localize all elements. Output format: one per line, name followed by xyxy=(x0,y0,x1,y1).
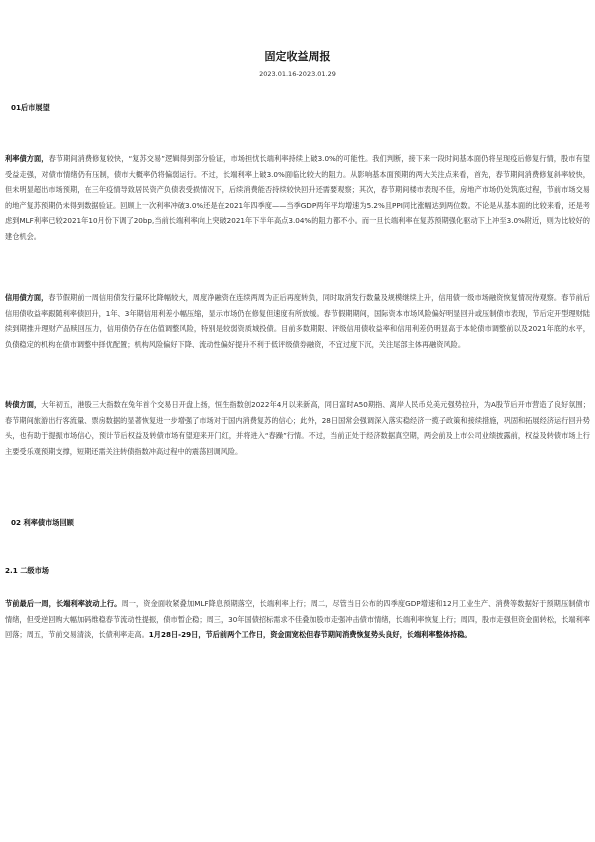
section-heading-review: 02 利率债市场回顾 xyxy=(11,518,74,527)
paragraph-body: 周一，资金面收紧叠加MLF降息预期落空，长端利率上行；周二，尽管当日公布的四季度GDP增速和12月工业生产、消费等数据好于预期压制债市情绪，但受逆回购大幅加码维稳春节流动性提振，债市暂企稳；周三，30年国债招标需求不佳叠加股市走强冲击债市情绪，长端利率恢复上行；周四，股市走强但资金面转松，长端利率回落；周五，节前交易清淡，长债利率走高。 xyxy=(5,599,590,639)
paragraph-secondary xyxy=(5,596,590,643)
paragraph-body: 大年初五，港股三大指数在兔年首个交易日开盘上扬，恒生指数创2022年4月以来新高，同日富时A50期指、离岸人民币兑美元强势拉升，为A股节后开市营造了良好氛围；春节期间旅游出行客流量、票房数据的显著恢复进一步增强了市场对于国内消费复苏的信心；此外，28日国常会强调深入落实稳经济一揽子政策和接续措施，巩固和拓展经济运行回升势头，也有助于提振市场信心，预计节后权益及转债市场有望迎来开门红，并将进入“春躁”行情。不过，当前正处于经济数据真空期，两会前及上市公司业绩披露前，权益及转债市场上行主要受乐观预期支撑，短期还需关注转债指数冲高过程中的震荡回调风险。 xyxy=(5,400,590,456)
paragraph-body: 春节期间消费修复较快，“复苏交易”逻辑得到部分验证，市场担忧长端利率持续上破3.0%的可能性。我们判断，接下来一段时间基本面仍将呈现疫后修复行情，股市有望受益走强，对债市情绪仍有压制，债市大概率仍将偏弱运行。不过，长端利率上破3.0%面临比较大的阻力。从影响基本面预期的两大关注点来看，首先，春节期间消费修复斜率较快，但未明显超出市场预期，在三年疫情导致居民资产负债表受损情况下，后续消费能否持续较快回升还需要观察；其次，春节期间楼市表现不佳，房地产市场仍处筑底过程，节前市场交易的地产复苏预期仍未得到数据验证。回顾上一次利率冲破3.0%还是在2021年四季度——当季GDP两年平均增速为5.2%且PPI同比涨幅达到两位数。不论是从基本面的比较来看，还是考虑到MLF利率已较2021年10月份下调了20bp,当前长端利率向上突破2021年下半年高点3.04%的阻力都不小。而一旦长端利率在复苏预期强化驱动下上冲至3.0%附近，则为比较好的建仓机会。 xyxy=(5,154,590,241)
paragraph-lead: 转债方面， xyxy=(5,400,42,409)
paragraph-lead: 信用债方面， xyxy=(5,293,49,302)
date-range: 2023.01.16-2023.01.29 xyxy=(259,70,336,78)
paragraph-body: 春节假期前一周信用债发行量环比降幅较大，周度净融资在连续两周为正后再度转负，同时取消发行数量及规模继续上升，信用债一级市场融资恢复情况待观察。春节前后信用债收益率跟随利率债回升，1年、3年期信用利差小幅压缩，显示市场仍在修复但速度有所放缓。春节假期期间，国际资本市场风险偏好明显回升或压制债市表现，节后定开型理财陆续到期推升理财产品赎回压力，信用债仍存在估值调整风险，特别是较弱资质城投债。目前多数期限、评级信用债收益率和信用利差仍明显高于本轮债市调整前以及2021年底的水平，负债稳定的机构在债市调整中择优配置；机构风险偏好下降、流动性偏好提升不利于低评级债券融资，不宜过度下沉，关注尾部主体再融资风险。 xyxy=(5,293,590,349)
page-title: 固定收益周报 xyxy=(264,50,331,63)
subsection-heading-secondary: 2.1 二级市场 xyxy=(5,566,49,575)
paragraph-lead: 节前最后一周，长端利率波动上行。 xyxy=(5,599,122,608)
paragraph-convertible xyxy=(5,397,590,459)
paragraph-credit xyxy=(5,290,590,352)
paragraph-lead: 利率债方面， xyxy=(5,154,49,163)
paragraph-rates xyxy=(5,151,590,244)
paragraph-tail: 1月28日-29日，节后前两个工作日，资金面宽松但春节期间消费恢复势头良好，长端利率整体持稳。 xyxy=(148,630,472,639)
section-heading-outlook: 01后市展望 xyxy=(11,103,50,112)
